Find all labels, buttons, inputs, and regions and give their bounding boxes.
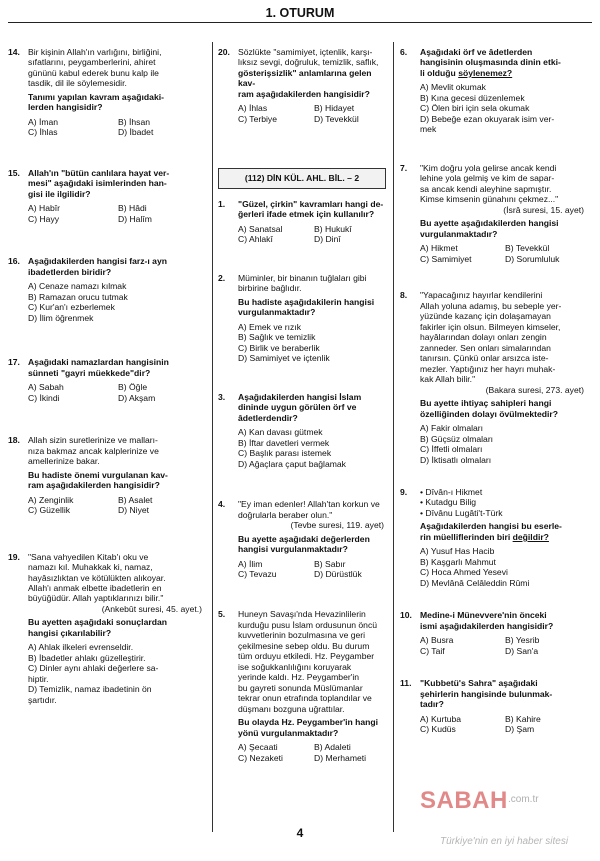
bullet-list	[420, 487, 590, 518]
stem-line: Kimse kimsenin günahını çekmez..."	[420, 194, 559, 205]
question	[400, 678, 590, 734]
emphasis-word: değildir?	[512, 531, 549, 542]
answer-option[interactable]: C) Hoca Ahmed Yesevi	[420, 567, 508, 578]
question-stem	[420, 163, 590, 205]
stem-line: ğerleri ifade etmek için kullanılır?	[238, 209, 375, 220]
stem-line: tanırsın. Çünkü onlar arsızca iste-	[420, 353, 549, 364]
answer-option[interactable]: A) Busra	[420, 635, 454, 646]
question-prompt	[420, 521, 590, 542]
answer-option[interactable]: B) Hâdi	[118, 203, 147, 214]
answer-option[interactable]: A) Sabah	[28, 382, 64, 393]
prompt-line: Bu ayetten aşağıdaki sonuçlardan	[28, 617, 167, 628]
stem-line: gisi ile ilgilidir?	[28, 188, 91, 199]
stem-line: kuvvetlerinin bozulmasına ve geri	[238, 630, 366, 641]
question-number: 16.	[8, 256, 20, 267]
bullet-item: • Kutadgu Bilig	[420, 497, 477, 508]
answer-options	[420, 423, 590, 465]
prompt-line: Bu hadiste aşağıdakilerin hangisi	[238, 296, 375, 307]
answer-option[interactable]: A) Habîr	[28, 203, 60, 214]
prompt-line: Bu ayette aşağıdaki değerlerden	[238, 533, 370, 544]
answer-option[interactable]: B) Yesrib	[505, 635, 540, 646]
prompt-line: Tanımı yapılan kavram aşağıdaki-	[28, 91, 164, 102]
prompt-line: ram aşağıdakilerden hangisidir?	[28, 480, 160, 491]
source-citation: (İsrâ suresi, 15. ayet)	[503, 204, 584, 215]
prompt-line: hangisi vurgulanmaktadır?	[238, 544, 348, 555]
question-stem	[420, 610, 590, 631]
question-stem	[28, 256, 208, 277]
answer-option[interactable]: A) Yusuf Has Hacib	[420, 546, 495, 557]
bullet-item: • Dîvânu Lugâti't-Türk	[420, 507, 503, 518]
answer-option[interactable]: C) Ölen biri için sela okumak	[420, 103, 530, 114]
bullet-item: • Dîvân-ı Hikmet	[420, 486, 483, 497]
answer-option[interactable]: A) İhlas	[238, 103, 268, 114]
question	[400, 163, 590, 264]
prompt-line: lerden hangisidir?	[28, 102, 103, 113]
answer-option[interactable]: A) Mevlit okumak	[420, 82, 486, 93]
stem-line: "Ey iman edenler! Allah'tan korkun ve	[238, 499, 380, 510]
stem-line: "Sana vahyedilen Kitab'ı oku ve	[28, 551, 149, 562]
answer-option[interactable]: D) İktisatlı olmaları	[420, 454, 492, 465]
source-citation: (Ankebût suresi, 45. ayet.)	[101, 603, 202, 614]
question	[8, 47, 208, 138]
question	[8, 256, 208, 323]
answer-option[interactable]: A) Kurtuba	[420, 713, 462, 724]
answer-option[interactable]: D) Halîm	[118, 213, 152, 224]
answer-option[interactable]: B) Hidayet	[314, 103, 355, 114]
answer-options	[420, 82, 590, 134]
stem-line: Allah'ın "bütün canlılara hayat ver-	[28, 167, 170, 178]
stem-line: ismi aşağıdakilerden hangisidir?	[420, 620, 554, 631]
watermark-tagline: Türkiye'nin en iyi haber sitesi	[440, 836, 569, 847]
stem-line: hangisinin oluşmasında dinin etki-	[420, 57, 561, 68]
answer-option[interactable]: D) İbadet	[118, 127, 154, 138]
stem-line: bu gayreti sonunda Müslümanlar	[238, 682, 363, 693]
column-divider-right	[393, 42, 394, 832]
answer-options	[238, 559, 390, 580]
answer-option[interactable]: B) Kına gecesi düzenlemek	[420, 92, 525, 103]
question	[218, 392, 390, 469]
question-number: 7.	[400, 162, 408, 173]
answer-option[interactable]: B) Asalet	[118, 494, 153, 505]
answer-option[interactable]: C) Birlik ve beraberlik	[238, 342, 320, 353]
prompt-line: vurgulanmaktadır?	[420, 228, 498, 239]
prompt-line: yönü vurgulanmaktadır?	[238, 727, 339, 738]
question-number: 4.	[218, 499, 226, 510]
answer-option[interactable]: D) Merhameti	[314, 752, 367, 763]
answer-options	[238, 224, 390, 245]
question	[218, 499, 390, 579]
question-number: 14.	[8, 47, 20, 57]
question-stem	[238, 392, 390, 423]
question	[400, 47, 590, 135]
stem-line: kurduğu pusu İslam ordusunun öncü	[238, 619, 378, 630]
answer-option[interactable]: D) Akşam	[118, 392, 156, 403]
answer-option[interactable]: A) Kan davası gütmek	[238, 427, 323, 438]
prompt-line: Bu ayette aşağıdakilerden hangisi	[420, 218, 559, 229]
stem-line: ise soğukkanlılığını koruyarak	[238, 661, 352, 672]
prompt-line: Bu hadiste önemi vurgulanan kav-	[28, 469, 168, 480]
stem-line: Aşağıdaki örf ve âdetlerden	[420, 47, 533, 57]
stem-line: Allah'ı anmak elbette ibadetlerin en	[28, 582, 162, 593]
stem-line: fakirler için olsun. Bilmeyen kimseler,	[420, 321, 561, 332]
stem-line: sıfatlarını, peygamberlerini, ahiret	[28, 57, 156, 68]
answer-options	[28, 117, 208, 138]
answer-option[interactable]: B) İhsan	[118, 116, 151, 127]
answer-options	[28, 382, 208, 403]
question-prompt	[28, 92, 208, 113]
question-prompt	[238, 297, 390, 318]
answer-option[interactable]: D) Şam	[505, 724, 535, 735]
question-number: 3.	[218, 391, 226, 402]
source-citation: (Tevbe suresi, 119. ayet)	[290, 520, 384, 531]
answer-option[interactable]: A) Zenginlik	[28, 494, 74, 505]
question-stem	[28, 552, 208, 604]
stem-line: Medine-i Münevvere'nin önceki	[420, 610, 547, 621]
column-2	[218, 47, 390, 763]
question-number: 1.	[218, 198, 226, 209]
header-rule	[8, 22, 592, 23]
stem-line: şehirlerin hangisinde bulunmak-	[420, 688, 553, 699]
answer-option[interactable]: C) Ahlakî	[238, 234, 273, 245]
answer-option[interactable]: C) Kur'an'ı ezberlemek	[28, 302, 115, 313]
stem-line: sünneti "gayri müekkede"dir?	[28, 367, 151, 378]
stem-line: tüm orduyu etkiledi. Hz. Peygamber	[238, 651, 375, 662]
column-3	[400, 47, 590, 735]
answer-option[interactable]: B) Kaşgarlı Mahmut	[420, 556, 496, 567]
answer-option[interactable]: A) Şecaati	[238, 742, 278, 753]
question-stem	[238, 499, 390, 520]
question	[8, 168, 208, 224]
prompt-line: Bu olayda Hz. Peygamber'in hangi	[238, 717, 379, 728]
question-number: 17.	[8, 357, 20, 368]
answer-option[interactable]: D) Dürüstlük	[314, 568, 362, 579]
stem-line: tasdik, dil ile söylemesidir.	[28, 78, 127, 89]
question-stem	[28, 47, 208, 89]
stem-line: mesi" aşağıdaki isimlerinden han-	[28, 178, 167, 189]
question	[400, 290, 590, 465]
answer-option[interactable]: mek	[420, 124, 437, 135]
question-number: 6.	[400, 47, 408, 57]
question-prompt	[238, 717, 390, 738]
stem-line: sa ancak kendi aleyhine sapmıştır.	[420, 183, 552, 194]
question-number: 20.	[218, 47, 230, 57]
answer-option[interactable]: B) Kahire	[505, 713, 541, 724]
answer-option[interactable]: A) Sanatsal	[238, 223, 283, 234]
emphasis-word: söylenemez?	[458, 67, 513, 78]
question-prompt	[420, 218, 590, 239]
answer-option[interactable]: B) Ramazan orucu tutmak	[28, 291, 128, 302]
answer-option[interactable]: B) İbadetler ahlakı güzelleştirir.	[28, 652, 146, 663]
answer-options	[238, 103, 390, 124]
question-number: 5.	[218, 609, 226, 620]
question-number: 15.	[8, 167, 20, 178]
stem-line: gösterişsizlik" anlamlarına gelen kav-	[238, 67, 372, 89]
question-number: 2.	[218, 272, 226, 283]
source-citation: (Bakara suresi, 273. ayet)	[485, 384, 584, 395]
stem-line: lehine yola gelmiş ve kim de sapar-	[420, 173, 555, 184]
answer-options	[28, 281, 208, 323]
answer-option[interactable]: C) İkindi	[28, 392, 60, 403]
stem-line: Aşağıdakilerden hangisi farz-ı ayn	[28, 256, 167, 267]
answer-option[interactable]: C) Güzellik	[28, 505, 71, 516]
answer-option[interactable]: D) Ağaçlara çaput bağlamak	[238, 458, 346, 469]
stem-line: Huneyn Savaşı'nda Hevazinlilerin	[238, 609, 366, 620]
watermark-domain: .com.tr	[508, 794, 539, 805]
answer-option[interactable]: C) İhlas	[28, 127, 58, 138]
question-prompt	[420, 398, 590, 419]
answer-option[interactable]: D) Sorumluluk	[505, 253, 560, 264]
answer-option[interactable]: C) Tevazu	[238, 568, 277, 579]
answer-option[interactable]: şartıdır.	[28, 694, 57, 705]
question	[8, 435, 208, 515]
answer-option[interactable]: B) Güçsüz olmaları	[420, 433, 494, 444]
stem-line: Allah sizin suretlerinize ve malları-	[28, 435, 158, 446]
answer-option[interactable]: D) Dinî	[314, 234, 341, 245]
stem-line: Sözlükte "samimiyet, içtenlik, karşı-	[238, 47, 373, 57]
stem-line: büyüğüdür. Allah yaptıklarınızı bilir."	[28, 593, 164, 604]
question	[8, 552, 208, 706]
answer-option[interactable]: C) Terbiye	[238, 113, 278, 124]
answer-option[interactable]: C) Taif	[420, 645, 445, 656]
stem-line: "Kim doğru yola gelirse ancak kendi	[420, 162, 557, 173]
stem-line: Aşağıdakilerden hangisi İslam	[238, 391, 362, 402]
answer-option[interactable]: C) Samimiyet	[420, 253, 472, 264]
stem-line: kak Allah bilir."	[420, 374, 476, 385]
answer-option[interactable]: A) Hikmet	[420, 243, 458, 254]
stem-line: düşmanı bozguna uğrattılar.	[238, 703, 345, 714]
answer-option[interactable]: C) Kudüs	[420, 724, 456, 735]
question-stem	[420, 47, 590, 78]
answer-option[interactable]: A) İlim	[238, 558, 263, 569]
stem-line: yüzünde kazanç için dolaşamayan	[420, 311, 551, 322]
stem-line: Allah yoluna adamış, bu sebeple yer-	[420, 300, 562, 311]
answer-option[interactable]: C) Hayy	[28, 213, 60, 224]
column-divider-left	[212, 42, 213, 832]
prompt-line: özelliğinden dolayı övülmektedir?	[420, 408, 558, 419]
answer-option[interactable]: D) Tevekkül	[314, 113, 359, 124]
page-title: 1. OTURUM	[265, 6, 335, 20]
stem-line: zanneder. Sen onları simalarından	[420, 342, 551, 353]
question	[218, 47, 390, 124]
stem-line: lıksız sevgi, doğruluk, temizlik, saflık,	[238, 57, 379, 68]
question-stem	[420, 678, 590, 709]
answer-option[interactable]: B) Öğle	[118, 382, 148, 393]
stem-line: li olduğu söylenemez?	[420, 67, 513, 78]
stem-line: "Kubbetü's Sahra" aşağıdaki	[420, 678, 538, 689]
stem-line: ibadetlerden biridir?	[28, 266, 112, 277]
question-number: 8.	[400, 290, 408, 301]
column-1	[8, 47, 208, 705]
stem-line: Aşağıdaki namazlardan hangisinin	[28, 357, 169, 368]
answer-options	[238, 427, 390, 469]
answer-options	[28, 203, 208, 224]
stem-line: namazı kıl. Muhakkak ki, namaz,	[28, 562, 153, 573]
question-number: 11.	[400, 678, 412, 689]
stem-line: birbirine bağlıdır.	[238, 283, 302, 294]
answer-options	[28, 495, 208, 516]
answer-option[interactable]: D) San'a	[505, 645, 539, 656]
prompt-line: Bu ayette ihtiyaç sahipleri hangi	[420, 398, 552, 409]
answer-option[interactable]: A) Fakir olmaları	[420, 423, 484, 434]
answer-option[interactable]: B) Adaleti	[314, 742, 351, 753]
question-number: 19.	[8, 551, 20, 562]
answer-option[interactable]: D) Mevlânâ Celâleddin Rûmi	[420, 577, 530, 588]
question	[218, 199, 390, 245]
stem-line: "Güzel, çirkin" kavramları hangi de-	[238, 198, 384, 209]
answer-options	[420, 546, 590, 588]
prompt-line: hangisi çıkarılabilir?	[28, 627, 112, 638]
stem-line: hayâsızlıktan ve kötülükten alıkoyar.	[28, 572, 166, 583]
answer-option[interactable]: hiptir.	[28, 673, 49, 684]
question-stem	[420, 290, 590, 384]
stem-line: "Yapacağınız hayırlar kendilerini	[420, 290, 543, 301]
question-stem	[238, 609, 390, 714]
answer-option[interactable]: B) İftar davetleri vermek	[238, 437, 330, 448]
question	[218, 609, 390, 763]
stem-line: tadır?	[420, 699, 444, 710]
question-number: 10.	[400, 610, 412, 621]
answer-options	[238, 742, 390, 763]
question-number: 9.	[400, 486, 408, 497]
stem-line: amellerinize bakar.	[28, 456, 100, 467]
answer-option[interactable]: D) İlim öğrenmek	[28, 312, 94, 323]
prompt-line: rin müelliflerinden biri değildir?	[420, 531, 549, 542]
answer-option[interactable]: D) Samimiyet ve içtenlik	[238, 353, 330, 364]
question-number: 18.	[8, 435, 20, 446]
question	[400, 610, 590, 656]
stem-line: yerinde kaldı. Hz. Peygamber'in	[238, 672, 360, 683]
question	[218, 273, 390, 364]
answer-option[interactable]: A) Emek ve rızık	[238, 321, 302, 332]
answer-option[interactable]: C) Başlık parası istemek	[238, 448, 332, 459]
stem-line: ram aşağıdakilerden hangisidir?	[238, 88, 370, 99]
stem-line: çekilmesine sebep oldu. Bu durum	[238, 640, 370, 651]
question	[400, 487, 590, 588]
answer-option[interactable]: B) Tevekkül	[505, 243, 550, 254]
answer-option[interactable]: B) Hukukî	[314, 223, 352, 234]
page-number: 4	[296, 826, 304, 840]
answer-options	[238, 322, 390, 364]
question-stem	[28, 357, 208, 378]
answer-option[interactable]: B) Sabır	[314, 558, 346, 569]
question-stem	[238, 273, 390, 294]
prompt-line: vurgulanmaktadır?	[238, 307, 316, 318]
stem-line: hayâlarından dolayı onları zengin	[420, 332, 547, 343]
question-prompt	[238, 534, 390, 555]
answer-option[interactable]: D) Bebeğe ezan okuyarak isim ver-	[420, 113, 555, 124]
answer-option[interactable]: C) Nezaketi	[238, 752, 283, 763]
answer-options	[420, 714, 590, 735]
question-prompt	[28, 470, 208, 491]
question-stem	[238, 199, 390, 220]
section-title: (112) DİN KÜL. AHL. BİL. – 2	[218, 168, 386, 188]
stem-line: Müminler, bir binanın tuğlaları gibi	[238, 272, 367, 283]
question-stem	[28, 435, 208, 466]
answer-option[interactable]: A) İman	[28, 116, 59, 127]
answer-option[interactable]: D) Temizlik, namaz ibadetinin ön	[28, 684, 152, 695]
watermark-brand: SABAH	[420, 787, 508, 814]
answer-options	[420, 243, 590, 264]
stem-line: dininde uygun görülen örf ve	[238, 402, 357, 413]
question-stem	[28, 168, 208, 199]
answer-options	[420, 635, 590, 656]
question-stem	[238, 47, 390, 99]
stem-line: doğrularla beraber olun."	[238, 509, 333, 520]
answer-option[interactable]: D) Niyet	[118, 505, 150, 516]
stem-line: tekrar onun etrafında toplandılar ve	[238, 693, 372, 704]
answer-option[interactable]: C) Dinler aynı ahlaki değerlere sa-	[28, 663, 159, 674]
stem-line: nıza bakmaz ancak kalplerinize ve	[28, 445, 159, 456]
answer-option[interactable]: A) Ahlak ilkeleri evrenseldir.	[28, 642, 134, 653]
answer-option[interactable]: B) Sağlık ve temizlik	[238, 332, 316, 343]
stem-line: âdetlerdendir?	[238, 412, 298, 423]
answer-option[interactable]: C) İffetli olmaları	[420, 444, 483, 455]
answer-option[interactable]: A) Cenaze namazı kılmak	[28, 281, 127, 292]
stem-line: gününü kabul ederek bunu kalp ile	[28, 67, 159, 78]
question	[8, 357, 208, 403]
question-prompt	[28, 617, 208, 638]
stem-line: Bir kişinin Allah'ın varlığını, birliğini,	[28, 47, 162, 57]
prompt-line: Aşağıdakilerden hangisi bu eserle-	[420, 521, 562, 532]
answer-options	[28, 642, 208, 705]
stem-line: mezler. Yaptığınız her hayrı muhak-	[420, 363, 556, 374]
